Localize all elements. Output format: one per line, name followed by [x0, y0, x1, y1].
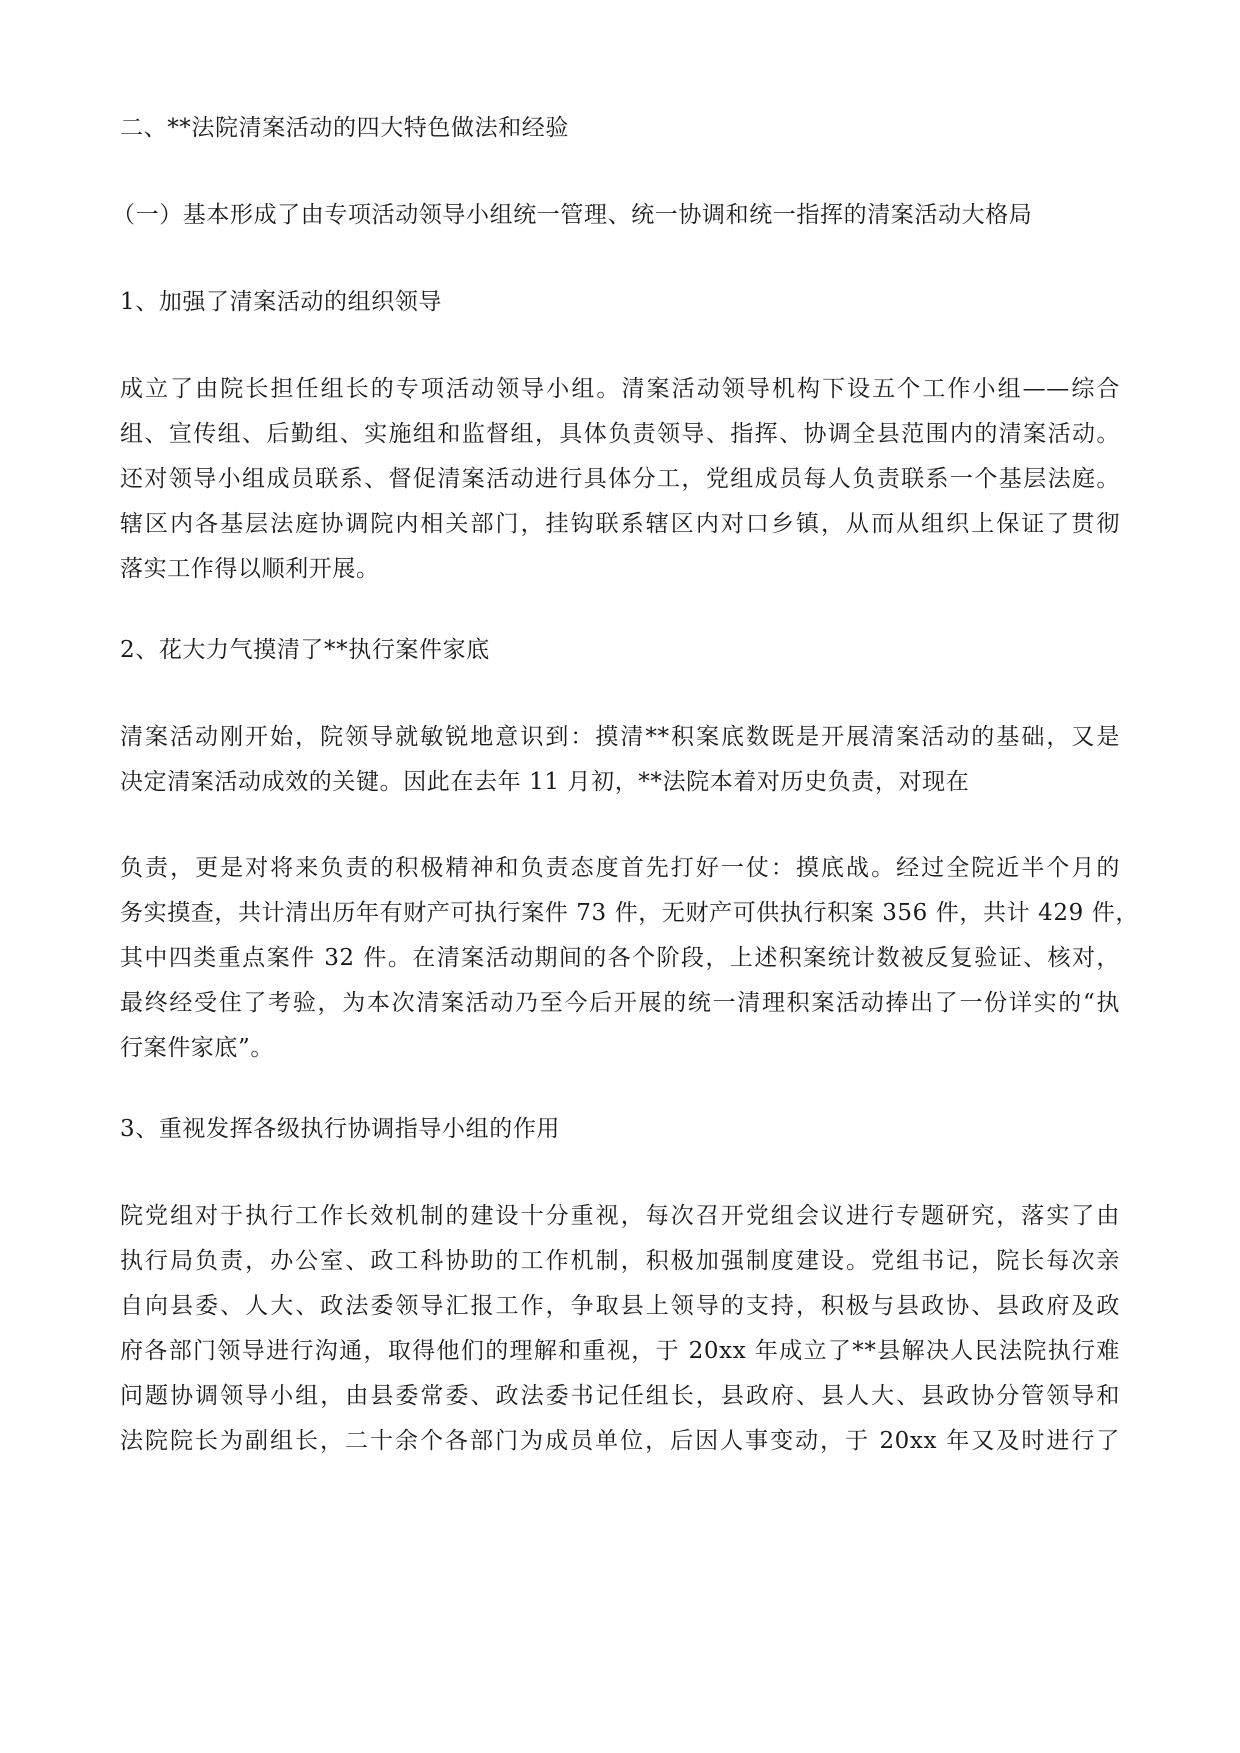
- paragraph-line: 自向县委、人大、政法委领导汇报工作，争取县上领导的支持，积极与县政协、县政府及政: [120, 1293, 1120, 1319]
- subsection-title: （一）基本形成了由专项活动领导小组统一管理、统一协调和统一指挥的清案活动大格局: [112, 202, 1033, 228]
- item1-paragraph: [120, 367, 1120, 592]
- paragraph-line: 决定清案活动成效的关键。因此在去年 11 月初，**法院本着对历史负责，对现在: [120, 769, 970, 795]
- item2-title: 2、花大力气摸清了**执行案件家底: [120, 637, 490, 663]
- paragraph-line: 院党组对于执行工作长效机制的建设十分重视，每次召开党组会议进行专题研究，落实了由: [120, 1203, 1120, 1229]
- paragraph-line: 府各部门领导进行沟通，取得他们的理解和重视，于 20xx 年成立了**县解决人民法院执行难: [120, 1338, 1120, 1364]
- paragraph-line: 成立了由院长担任组长的专项活动领导小组。清案活动领导机构下设五个工作小组——综合: [120, 376, 1120, 402]
- paragraph-line: 组、宣传组、后勤组、实施组和监督组，具体负责领导、指挥、协调全县范围内的清案活动。: [120, 421, 1120, 447]
- paragraph-line: 清案活动刚开始，院领导就敏锐地意识到：摸清**积案底数既是开展清案活动的基础，又是: [120, 724, 1120, 750]
- item1-title: 1、加强了清案活动的组织领导: [120, 289, 443, 315]
- paragraph-line: 其中四类重点案件 32 件。在清案活动期间的各个阶段，上述积案统计数被反复验证、核对，: [120, 945, 1120, 971]
- paragraph-line: 执行局负责，办公室、政工科协助的工作机制，积极加强制度建设。党组书记，院长每次亲: [120, 1248, 1120, 1274]
- item3-title: 3、重视发挥各级执行协调指导小组的作用: [120, 1116, 561, 1142]
- item3-paragraph: [120, 1194, 1120, 1464]
- paragraph-line: 负责，更是对将来负责的积极精神和负责态度首先打好一仗：摸底战。经过全院近半个月的: [120, 855, 1120, 881]
- paragraph-line: 落实工作得以顺利开展。: [120, 556, 380, 582]
- paragraph-line: 行案件家底”。: [120, 1035, 274, 1061]
- paragraph-line: 辖区内各基层法庭协调院内相关部门，挂钩联系辖区内对口乡镇，从而从组织上保证了贯彻: [120, 511, 1120, 537]
- paragraph-line: 务实摸查，共计清出历年有财产可执行案件 73 件，无财产可供执行积案 356 件，共计 429 件，: [120, 900, 1139, 926]
- paragraph-line: 最终经受住了考验，为本次清案活动乃至今后开展的统一清理积案活动捧出了一份详实的“执: [120, 990, 1120, 1016]
- item2-paragraph-a: [120, 715, 1120, 805]
- item2-paragraph-b: [120, 846, 1139, 1071]
- section-title: 二、**法院清案活动的四大特色做法和经验: [120, 115, 569, 141]
- paragraph-line: 问题协调领导小组，由县委常委、政法委书记任组长，县政府、县人大、县政协分管领导和: [120, 1383, 1120, 1409]
- paragraph-line: 还对领导小组成员联系、督促清案活动进行具体分工，党组成员每人负责联系一个基层法庭。: [120, 466, 1120, 492]
- paragraph-line: 法院院长为副组长，二十余个各部门为成员单位，后因人事变动，于 20xx 年又及时进行了: [120, 1428, 1120, 1454]
